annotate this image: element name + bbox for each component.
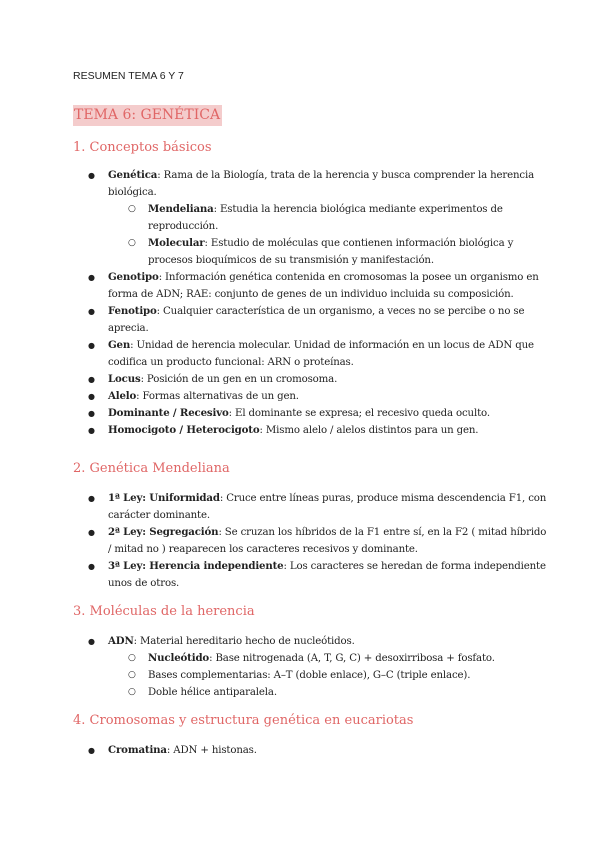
term: 1ª Ley: Uniformidad bbox=[108, 492, 220, 504]
term: Genotipo bbox=[108, 271, 159, 283]
definition: : Formas alternativas de un gen. bbox=[136, 391, 299, 402]
definition: : Información genética contenida en cromosomas la posee un organismo en forma de ADN; RAE: conjunto de genes de un individuo incluida su composición. bbox=[108, 272, 539, 300]
term: Alelo bbox=[108, 390, 137, 402]
list-mendeliana bbox=[88, 490, 548, 592]
definition: : Rama de la Biología, trata de la herencia y busca comprender la herencia biológica. bbox=[108, 170, 534, 198]
definition: : Mismo alelo / alelos distintos para un gen. bbox=[259, 425, 479, 436]
term: ADN bbox=[108, 635, 134, 647]
term: Nucleótido bbox=[148, 652, 210, 664]
term: 3ª Ley: Herencia independiente bbox=[108, 560, 284, 572]
definition: : Material hereditario hecho de nucleótidos. bbox=[133, 636, 355, 647]
list-item-homocigoto bbox=[88, 422, 548, 439]
term: Cromatina bbox=[108, 744, 167, 756]
list-conceptos bbox=[88, 167, 548, 439]
term: Gen bbox=[108, 339, 131, 351]
list-item-ley-1 bbox=[88, 490, 548, 524]
term: Molecular bbox=[148, 237, 205, 249]
definition: : Los caracteres se heredan de forma independiente unos de otros. bbox=[108, 561, 546, 589]
term: 2ª Ley: Segregación bbox=[108, 526, 219, 538]
sublist-item-mendeliana bbox=[128, 201, 548, 235]
list-item-fenotipo bbox=[88, 303, 548, 337]
main-title: TEMA 6: GENÉTICA bbox=[73, 105, 222, 126]
definition: : Cualquier característica de un organismo, a veces no se percibe o no se aprecia. bbox=[108, 306, 525, 334]
definition: : Estudia la herencia biológica mediante experimentos de reproducción. bbox=[148, 204, 503, 232]
term: Genética bbox=[108, 169, 158, 181]
sublist-item-nucleotido bbox=[128, 650, 548, 667]
section-title-moleculas: 3. Moléculas de la herencia bbox=[73, 604, 255, 619]
definition: : Estudio de moléculas que contienen información biológica y procesos bioquímicos de su transmisión y manifestación. bbox=[148, 238, 514, 266]
section-title-cromosomas: 4. Cromosomas y estructura genética en eucariotas bbox=[73, 713, 414, 728]
document-header: RESUMEN TEMA 6 Y 7 bbox=[73, 70, 184, 82]
definition: : Posición de un gen en un cromosoma. bbox=[140, 374, 338, 385]
sublist-adn bbox=[108, 650, 548, 701]
list-moleculas bbox=[88, 633, 548, 701]
definition: : El dominante se expresa; el recesivo queda oculto. bbox=[228, 408, 490, 419]
list-item-alelo bbox=[88, 388, 548, 405]
section-title-mendeliana: 2. Genética Mendeliana bbox=[73, 461, 230, 476]
sublist-item-molecular bbox=[128, 235, 548, 269]
definition: : Unidad de herencia molecular. Unidad de información en un locus de ADN que codifica un producto funcional: ARN o proteínas. bbox=[108, 340, 534, 368]
sublist-item-doble-helice bbox=[128, 684, 548, 701]
definition: : Base nitrogenada (A, T, G, C) + desoxirribosa + fosfato. bbox=[209, 653, 495, 664]
term: Locus bbox=[108, 373, 141, 385]
definition: : Cruce entre líneas puras, produce misma descendencia F1, con carácter dominante. bbox=[108, 493, 547, 521]
list-item-ley-3 bbox=[88, 558, 548, 592]
list-item-dominante bbox=[88, 405, 548, 422]
definition: : ADN + histonas. bbox=[166, 745, 257, 756]
list-item-ley-2 bbox=[88, 524, 548, 558]
definition: Doble hélice antiparalela. bbox=[148, 687, 277, 698]
list-item-genotipo bbox=[88, 269, 548, 303]
sublist-genetica bbox=[108, 201, 548, 269]
list-item-adn bbox=[88, 633, 548, 701]
definition: Bases complementarias: A–T (doble enlace), G–C (triple enlace). bbox=[148, 670, 471, 681]
sublist-item-bases bbox=[128, 667, 548, 684]
list-item-gen bbox=[88, 337, 548, 371]
list-item-cromatina bbox=[88, 742, 548, 759]
term: Fenotipo bbox=[108, 305, 157, 317]
list-cromosomas bbox=[88, 742, 548, 759]
section-title-conceptos: 1. Conceptos básicos bbox=[73, 140, 212, 155]
definition: : Se cruzan los híbridos de la F1 entre sí, en la F2 ( mitad híbrido / mitad no ) reaparecen los caracteres recesivos y dominante. bbox=[108, 527, 547, 555]
list-item-genetica bbox=[88, 167, 548, 269]
list-item-locus bbox=[88, 371, 548, 388]
term: Dominante / Recesivo bbox=[108, 407, 229, 419]
term: Homocigoto / Heterocigoto bbox=[108, 424, 260, 436]
term: Mendeliana bbox=[148, 203, 214, 215]
